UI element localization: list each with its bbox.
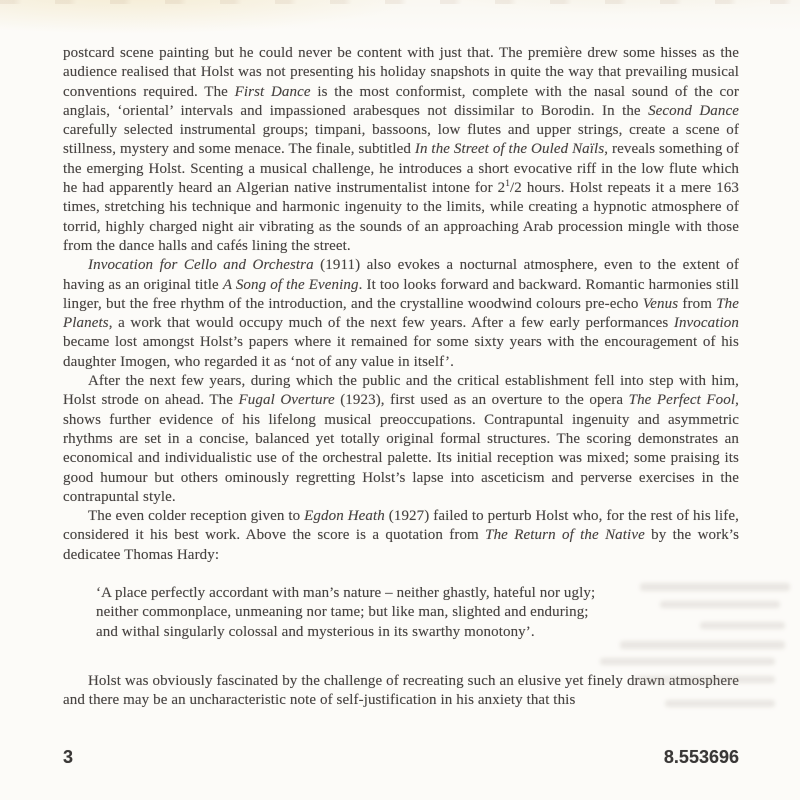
quote-line: neither commonplace, unmeaning nor tame; but like man, slighted and enduring; [96, 604, 589, 621]
body-text [63, 44, 739, 711]
paragraph: After the next few years, during which the public and the critical establishment fell into step with him, Holst strode on ahead. The Fugal Overture (1923), first used as an overture to the opera The Perfect Fool, shows further evidence of his lifelong musical preoccupations. Contrapuntal ingenuity and asymmetric rhythms are set in a concise, balanced yet totally original formal structures. The scoring demonstrates an economical and individualistic use of the orchestral palette. Its initial reception was mixed; some praising its good humour but others ominously regretting Holst’s lapse into asceticism and perverse exercises in the contrapuntal style. [63, 373, 739, 505]
quote-line: and withal singularly colossal and mysterious in its swarthy monotony’. [96, 623, 535, 640]
paragraph: Holst was obviously fascinated by the challenge of recreating such an elusive yet finely drawn atmosphere and there may be an uncharacteristic note of self-justification in his anxiety that this [63, 672, 739, 709]
scan-edge-artifact [0, 0, 800, 4]
paragraph: Invocation for Cello and Orchestra (1911) also evokes a nocturnal atmosphere, even to the extent of having as an original title A Song of the Evening. It too looks forward and backward. Romantic harmonies still linger, but the free rhythm of the introduction, and the crystalline woodwind colours pre-echo Venus from The Planets, a work that would occupy much of the next few years. After a few early performances Invocation became lost amongst Holst’s papers where it remained for some sixty years with the encouragement of his daughter Imogen, who regarded it as ‘not of any value in itself’. [63, 257, 739, 370]
quote-line: ‘A place perfectly accordant with man’s nature – neither ghastly, hateful nor ugly; [96, 585, 596, 602]
catalog-number: 8.553696 [663, 747, 739, 767]
page-footer [63, 747, 739, 768]
paragraph: postcard scene painting but he could never be content with just that. The première drew some hisses as the audience realised that Holst was not presenting his holiday snapshots in quite the way that prevailing musical conventions required. The First Dance is the most conformist, complete with the nasal sound of the cor anglais, ‘oriental’ intervals and impassioned arabesques not dissimilar to Borodin. In the Second Dance carefully selected instrumental groups; timpani, bassoons, low flutes and upper strings, create a scene of stillness, mystery and some menace. The finale, subtitled In the Street of the Ouled Naïls, reveals something of the emerging Holst. Scenting a musical challenge, he introduces a short evocative riff in the low flute which he had apparently heard an Algerian native instrumentalist intone for $2^1/2$ hours. Holst repeats it a mere 163 times, stretching his technique and harmonic ingenuity to the limits, while creating a hypnotic atmosphere of torrid, highly charged night air vibrating as the sounds of an approaching Arab procession mingle with those from the dance halls and cafés lining the street. [63, 45, 739, 254]
paragraph: The even colder reception given to Egdon Heath (1927) failed to perturb Holst who, for the rest of his life, considered it his best work. Above the score is a quotation from The Return of the Native by the work’s dedicatee Thomas Hardy: [63, 508, 740, 563]
page-number: 3 [63, 747, 74, 767]
quote-block [96, 584, 739, 642]
